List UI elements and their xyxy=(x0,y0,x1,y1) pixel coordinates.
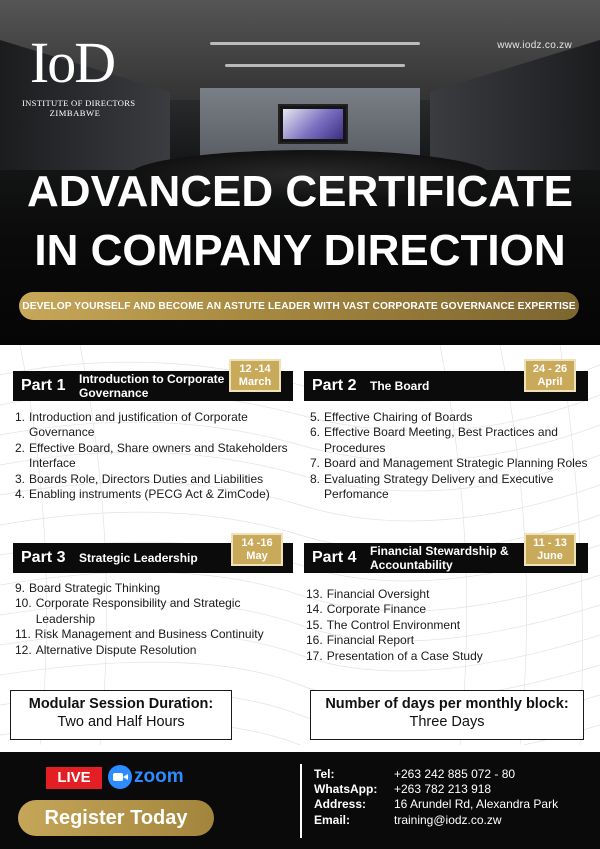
session-duration-box xyxy=(10,690,232,740)
part-1-date: 12 -14 March xyxy=(229,359,281,392)
list-item: 7. Board and Management Strategic Planning Roles xyxy=(310,456,588,471)
tagline-banner xyxy=(19,292,579,320)
zoom-logo xyxy=(108,765,184,789)
live-badge: LIVE xyxy=(46,767,102,789)
list-item: 16. Financial Report xyxy=(306,633,415,648)
list-item: 13. Financial Oversight xyxy=(306,587,430,601)
days-per-block-box xyxy=(310,690,584,740)
list-item: 12. Alternative Dispute Resolution xyxy=(15,642,197,657)
list-item: 14. Corporate Finance xyxy=(306,602,427,617)
list-item: 15. The Control Environment xyxy=(306,617,461,632)
contact-email: Email: training@iodz.co.zw xyxy=(314,812,502,827)
list-item: 10. Corporate Responsibility and Strategic Leadership xyxy=(15,596,241,626)
part-4-topics xyxy=(306,587,588,664)
part-4-date: 11 - 13 June xyxy=(524,533,576,566)
days-per-block-label: Number of days per monthly block: xyxy=(325,696,569,712)
ceiling-light xyxy=(225,64,405,67)
list-item: 4. Enabling instruments (PECG Act & ZimCode) xyxy=(15,487,270,502)
course-modules xyxy=(0,345,600,745)
contact-whatsapp: WhatsApp: +263 782 213 918 xyxy=(314,782,492,797)
zoom-wordmark: zoom xyxy=(134,766,184,787)
part-2-date: 24 - 26 April xyxy=(524,359,576,392)
list-item: 9. Board Strategic Thinking xyxy=(15,581,161,595)
page-title-line2: IN COMPANY DIRECTION xyxy=(34,226,566,275)
part-3-date: 14 -16 May xyxy=(231,533,283,566)
iod-logo xyxy=(22,30,136,118)
part-1-label: Part 1 xyxy=(21,377,66,394)
org-name: INSTITUTE OF DIRECTORS xyxy=(22,98,136,108)
contact-details xyxy=(314,767,594,828)
list-item: 3. Boards Role, Directors Duties and Liabilities xyxy=(15,471,264,486)
part-4-title: Financial Stewardship & Accountability xyxy=(370,544,509,572)
list-item: 11. Risk Management and Business Continuity xyxy=(15,627,264,642)
list-item: 6. Effective Board Meeting, Best Practices and Procedures xyxy=(310,425,558,455)
list-item: 2. Effective Board, Share owners and Stakeholders Interface xyxy=(15,440,288,471)
footer-divider xyxy=(300,764,302,838)
part-2-label: Part 2 xyxy=(312,377,357,394)
website-url[interactable]: www.iodz.co.zw xyxy=(497,40,572,51)
part-1-topics xyxy=(15,410,295,502)
part-3-title: Strategic Leadership xyxy=(79,551,198,565)
part-3-topics xyxy=(15,581,295,658)
days-per-block-value: Three Days xyxy=(409,714,485,730)
list-item: 1. Introduction and justification of Corporate Governance xyxy=(15,410,248,440)
boardroom-screen xyxy=(278,104,348,144)
list-item: 5. Effective Chairing of Boards xyxy=(310,410,473,424)
footer xyxy=(0,752,600,849)
logo-mark: IoD xyxy=(29,30,115,95)
part-2-topics xyxy=(310,410,588,502)
part-4-label: Part 4 xyxy=(312,549,357,566)
contact-tel: Tel: +263 242 885 072 - 80 xyxy=(314,767,516,781)
session-duration-value: Two and Half Hours xyxy=(57,714,185,730)
hero-banner xyxy=(0,0,600,345)
contact-address: Address: 16 Arundel Rd, Alexandra Park xyxy=(314,797,559,812)
ceiling-light xyxy=(210,42,420,45)
list-item: 8. Evaluating Strategy Delivery and Executive Perfomance xyxy=(310,471,554,502)
list-item: 17. Presentation of a Case Study xyxy=(306,648,483,663)
part-1-title: Introduction to Corporate Governance xyxy=(79,372,225,400)
org-country: ZIMBABWE xyxy=(49,108,101,118)
part-2-title: The Board xyxy=(370,379,430,393)
part-3-label: Part 3 xyxy=(21,549,66,566)
page-title-line1: ADVANCED CERTIFICATE xyxy=(27,167,573,216)
zoom-camera-icon xyxy=(108,765,132,789)
register-today-button[interactable]: Register Today xyxy=(18,800,214,836)
session-duration-label: Modular Session Duration: xyxy=(28,696,214,712)
tagline-text: DEVELOP YOURSELF AND BECOME AN ASTUTE LEADER WITH VAST CORPORATE GOVERNANCE EXPERTISE xyxy=(22,300,576,312)
